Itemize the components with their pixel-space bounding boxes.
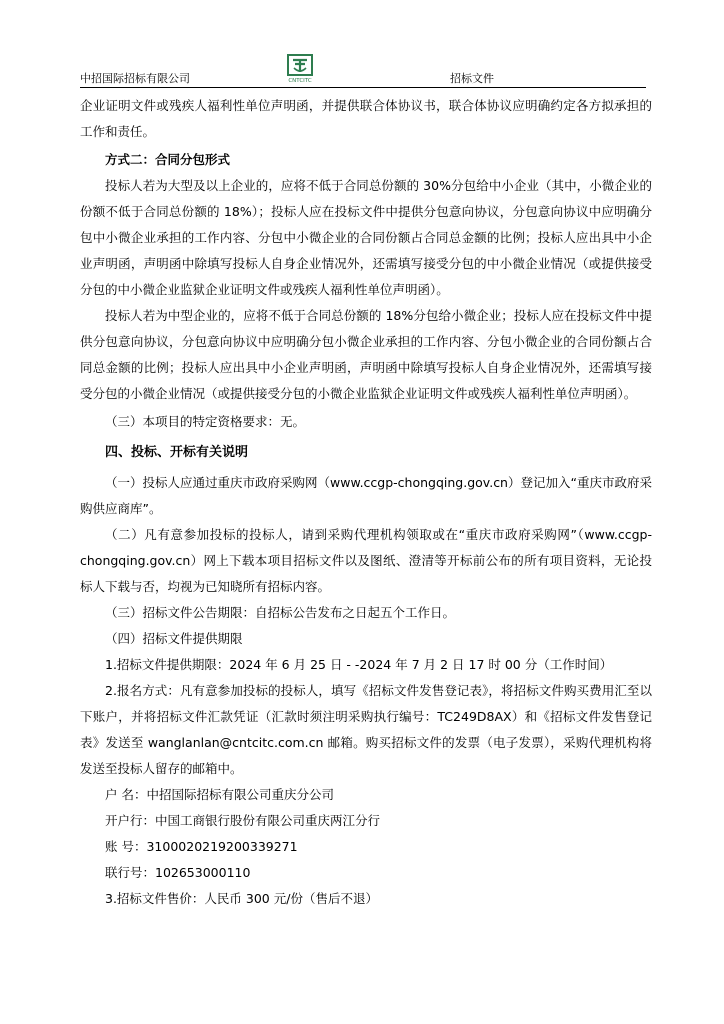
bank-code: 联行号：102653000110	[105, 865, 251, 880]
method2-title: 方式二：合同分包形式	[105, 152, 231, 167]
logo-text: CNTCITC	[288, 78, 312, 84]
section-4-item-3: （三）招标文件公告期限：自招标公告发布之日起五个工作日。	[105, 605, 456, 620]
section-4-sub-1: 1.招标文件提供期限：2024 年 6 月 25 日 - -2024 年 7 月 2 日 17 时 00 分（工作时间）	[105, 657, 613, 672]
method2-paragraph-2: 投标人若为中型企业的，应将不低于合同总份额的 18%分包给小微企业；投标人应在投标文件中提供分包意向协议，分包意向协议中应明确分包小微企业承担的工作内容、分包小微企业的合同份额占合同总金额的比例；投标人应出具中小企业声明函，声明函中除填写投标人自身企业情况外，还需填写接受分包的小微企业情况（或提供接受分包的小微企业监狱企业证明文件或残疾人福利性单位声明函）。	[80, 308, 652, 401]
section-4-sub-3: 3.招标文件售价：人民币 300 元/份（售后不退）	[105, 891, 378, 906]
header-company: 中招国际招标有限公司	[80, 72, 190, 85]
section-4-sub-2: 2.报名方式：凡有意参加投标的投标人，填写《招标文件发售登记表》，将招标文件购买费用汇至以下账户，并将招标文件汇款凭证（汇款时须注明采购执行编号：TC249D8AX）和《招标文件发售登记表》发送至 wanglanlan@cntcitc.com.cn 邮箱。购买招标文件的发票（电子发票），采购代理机构将发送至投标人留存的邮箱中。	[80, 683, 652, 776]
company-logo-icon	[280, 54, 320, 84]
section-4-item-1: （一）投标人应通过重庆市政府采购网（www.ccgp-chongqing.gov.cn）登记加入“重庆市政府采购供应商库”。	[80, 475, 652, 516]
header-doc-type: 招标文件	[450, 72, 494, 85]
section-4-item-4: （四）招标文件提供期限	[105, 631, 243, 646]
paragraph-intro: 企业证明文件或残疾人福利性单位声明函，并提供联合体协议书，联合体协议应明确约定各方拟承担的工作和责任。	[80, 98, 652, 139]
document-body	[80, 93, 652, 912]
section-4-item-2: （二）凡有意参加投标的投标人，请到采购代理机构领取或在“重庆市政府采购网”（www.ccgp-chongqing.gov.cn）网上下载本项目招标文件以及图纸、澄清等开标前公布的所有项目资料，无论投标人下载与否，均视为已知晓所有招标内容。	[80, 527, 652, 594]
section-4-title: 四、投标、开标有关说明	[105, 445, 249, 460]
header-divider	[80, 87, 646, 88]
item-3-requirements: （三）本项目的特定资格要求：无。	[105, 414, 306, 429]
account-name: 户 名：中招国际招标有限公司重庆分公司	[105, 787, 334, 802]
bank-name: 开户行：中国工商银行股份有限公司重庆两江分行	[105, 813, 381, 828]
method2-paragraph-1: 投标人若为大型及以上企业的，应将不低于合同总份额的 30%分包给中小企业（其中，小微企业的份额不低于合同总份额的 18%）；投标人应在投标文件中提供分包意向协议，分包意向协议中应明确分包中小微企业承担的工作内容、分包中小微企业的合同份额占合同总金额的比例；投标人应出具中小企业声明函，声明函中除填写投标人自身企业情况外，还需填写接受分包的中小微企业情况（或提供接受分包的中小微企业监狱企业证明文件或残疾人福利性单位声明函）。	[80, 178, 652, 297]
account-number: 账 号：3100020219200339271	[105, 839, 298, 854]
page-header	[80, 54, 646, 87]
